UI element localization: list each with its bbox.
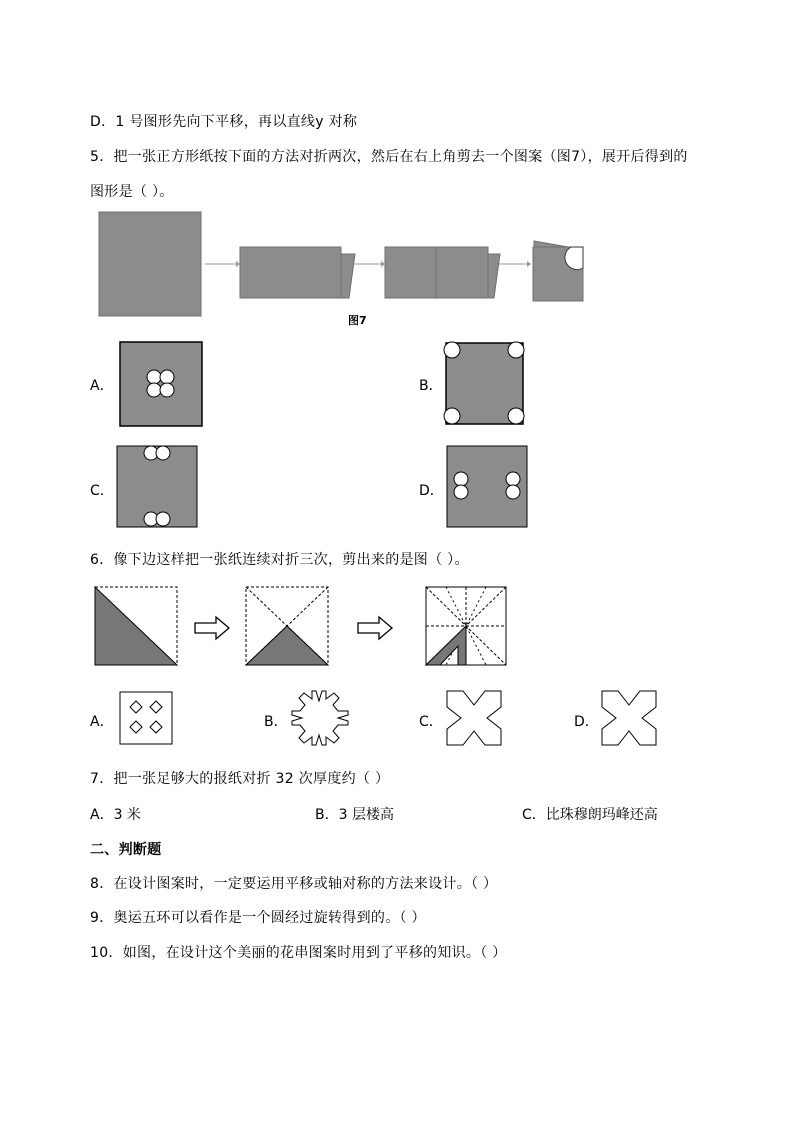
section-title-judgement: 二、判断题 — [90, 842, 162, 858]
q6-option-c-figure — [445, 689, 505, 749]
q6-option-b-figure — [290, 689, 350, 749]
q5-option-c-figure — [116, 445, 200, 531]
q5-option-a-figure — [119, 341, 203, 427]
fold-step-half — [240, 247, 341, 298]
q6-folding-figure — [0, 580, 794, 680]
q5-option-a-label: A． — [90, 378, 114, 394]
figure-7-caption: 图7 — [348, 314, 367, 327]
q6-option-b-label: B． — [264, 714, 288, 730]
q7-option-b: B．3 层楼高 — [315, 807, 394, 823]
q5-stem-line2: 图形是（ ）。 — [90, 184, 174, 200]
q6-option-a-label: A． — [90, 714, 114, 730]
q5-option-d-figure — [446, 445, 530, 531]
q8-stem: 8．在设计图案时，一定要运用平移或轴对称的方法来设计。（ ） — [90, 876, 498, 892]
fold-step-square — [99, 212, 201, 316]
q5-option-c-label: C． — [90, 483, 114, 499]
q5-option-b-figure — [443, 341, 527, 427]
q5-folding-figure — [0, 0, 794, 340]
q4-option-d: D．1 号图形先向下平移，再以直线y 对称 — [90, 114, 358, 130]
q10-stem: 10．如图，在设计这个美丽的花串图案时用到了平移的知识。（ ） — [90, 945, 507, 961]
q6-option-d-label: D． — [574, 714, 599, 730]
q7-option-c: C．比珠穆朗玛峰还高 — [522, 807, 658, 823]
q5-option-b-label: B． — [419, 378, 443, 394]
q7-option-a: A．3 米 — [90, 807, 141, 823]
q6-option-c-label: C． — [419, 714, 443, 730]
q6-stem: 6．像下边这样把一张纸连续对折三次，剪出来的是图（ ）。 — [90, 552, 469, 568]
q5-option-d-label: D． — [419, 483, 444, 499]
q6-option-a-figure — [119, 691, 175, 747]
q9-stem: 9．奥运五环可以看作是一个圆经过旋转得到的。（ ） — [90, 910, 426, 926]
q5-stem-line1: 5．把一张正方形纸按下面的方法对折两次，然后在右上角剪去一个图案（图7），展开后得到的 — [90, 149, 688, 165]
q6-option-d-figure — [600, 689, 660, 749]
q7-stem: 7．把一张足够大的报纸对折 32 次厚度约（ ） — [90, 771, 390, 787]
